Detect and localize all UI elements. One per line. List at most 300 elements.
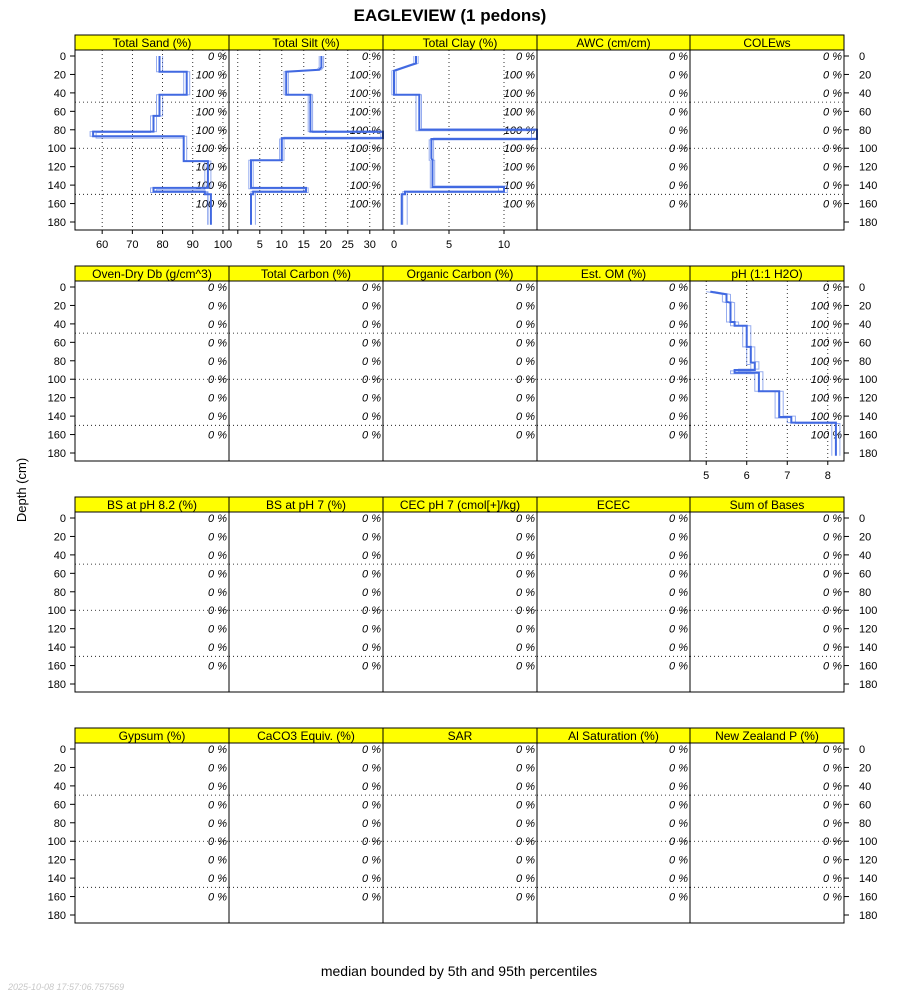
y-tick-label: 140 — [859, 180, 878, 193]
percent-label: 0 % — [516, 891, 535, 904]
percent-label: 0 % — [669, 374, 688, 387]
caption: median bounded by 5th and 95th percentiles — [320, 963, 598, 979]
percent-label: 0 % — [823, 568, 842, 581]
percent-label: 0 % — [516, 854, 535, 867]
y-tick-label: 160 — [47, 660, 66, 673]
y-tick-label: 0 — [859, 513, 866, 525]
panel-bs-at-ph-8-2 — [48, 497, 229, 692]
percent-label: 0 % — [516, 780, 535, 793]
y-tick-label: 120 — [47, 392, 66, 405]
percent-label: 0 % — [362, 318, 381, 331]
percent-label: 0 % — [208, 854, 227, 867]
percent-label: 0 % — [362, 531, 381, 544]
y-tick-label: 60 — [859, 337, 872, 350]
percent-label: 0 % — [823, 799, 842, 812]
percent-label: 0 % — [362, 411, 381, 424]
percent-label: 0 % — [669, 660, 688, 673]
percent-label: 0 % — [669, 891, 688, 904]
y-tick-label: 180 — [859, 910, 878, 922]
y-tick-label: 60 — [53, 337, 66, 350]
panel-cec-ph-7-cmol-kg — [383, 497, 537, 692]
percent-label: 0 % — [669, 161, 688, 174]
percent-label: 0 % — [669, 513, 688, 525]
percent-label: 0 % — [208, 51, 227, 63]
y-tick-label: 100 — [47, 605, 66, 618]
percent-label: 100 % — [349, 69, 381, 82]
x-tick-label: 20 — [319, 239, 332, 251]
percent-label: 0 % — [823, 198, 842, 211]
x-tick-label: 30 — [363, 239, 376, 251]
y-tick-label: 0 — [59, 282, 66, 294]
x-tick-label: 100 — [213, 239, 233, 251]
percent-label: 0 % — [208, 623, 227, 636]
y-tick-label: 120 — [47, 854, 66, 867]
panel-sum-of-bases — [690, 497, 877, 692]
percent-label: 0 % — [362, 605, 381, 618]
strip-label: BS at pH 7 (%) — [265, 498, 347, 512]
percent-label: 0 % — [516, 513, 535, 525]
percent-label: 0 % — [516, 411, 535, 424]
y-tick-label: 0 — [59, 513, 66, 525]
strip-label: Al Saturation (%) — [568, 729, 659, 743]
y-tick-label: 20 — [53, 762, 66, 775]
percent-label: 0 % — [362, 355, 381, 368]
percent-label: 0 % — [823, 642, 842, 655]
percent-label: 100 % — [810, 392, 842, 405]
percent-label: 0 % — [823, 161, 842, 174]
percent-label: 0 % — [362, 744, 381, 756]
x-tick-label: 6 — [743, 470, 750, 482]
x-tick-label: 7 — [784, 470, 791, 482]
percent-label: 0 % — [362, 51, 381, 63]
percent-label: 100 % — [810, 300, 842, 313]
y-tick-label: 180 — [47, 679, 66, 691]
percent-label: 0 % — [516, 586, 535, 599]
y-tick-label: 80 — [859, 355, 872, 368]
y-tick-label: 40 — [53, 87, 66, 100]
y-tick-label: 180 — [47, 217, 66, 229]
percent-label: 100 % — [810, 411, 842, 424]
percent-label: 0 % — [516, 873, 535, 886]
percent-label: 0 % — [516, 337, 535, 350]
percent-label: 0 % — [362, 374, 381, 387]
panel-organic-carbon — [383, 266, 537, 461]
y-tick-label: 120 — [47, 161, 66, 174]
y-tick-label: 80 — [53, 817, 66, 830]
panels-layer — [48, 35, 878, 923]
y-tick-label: 100 — [47, 836, 66, 849]
percent-label: 0 % — [516, 744, 535, 756]
panel-est-om — [537, 266, 690, 461]
y-tick-label: 80 — [53, 124, 66, 137]
percent-label: 100 % — [810, 337, 842, 350]
percent-label: 0 % — [516, 392, 535, 405]
percent-label: 0 % — [208, 318, 227, 331]
percent-label: 0 % — [823, 605, 842, 618]
percent-label: 0 % — [669, 411, 688, 424]
median-line — [93, 56, 211, 225]
percent-label: 0 % — [208, 762, 227, 775]
percent-label: 0 % — [669, 69, 688, 82]
timestamp: 2025-10-08 17:57:06.757569 — [8, 982, 125, 992]
percent-label: 0 % — [208, 605, 227, 618]
percent-label: 100 % — [810, 355, 842, 368]
y-tick-label: 180 — [859, 217, 878, 229]
percent-label: 100 % — [810, 429, 842, 442]
percent-label: 0 % — [208, 586, 227, 599]
percent-label: 0 % — [362, 836, 381, 849]
x-tick-label: 8 — [824, 470, 831, 482]
x-tick-label: 25 — [341, 239, 354, 251]
percent-label: 100 % — [195, 87, 227, 100]
percent-label: 100 % — [503, 87, 535, 100]
percent-label: 0 % — [669, 318, 688, 331]
percent-label: 100 % — [503, 106, 535, 119]
percent-label: 0 % — [362, 282, 381, 294]
percent-label: 0 % — [362, 623, 381, 636]
percent-label: 0 % — [823, 106, 842, 119]
percent-label: 0 % — [823, 124, 842, 137]
y-tick-label: 20 — [53, 69, 66, 82]
strip-label: COLEws — [743, 36, 791, 50]
x-tick-label: 90 — [186, 239, 199, 251]
y-tick-label: 20 — [859, 762, 872, 775]
percent-label: 0 % — [362, 817, 381, 830]
percent-label: 0 % — [516, 429, 535, 442]
percent-label: 0 % — [362, 392, 381, 405]
percent-label: 0 % — [362, 513, 381, 525]
panel-ecec — [537, 497, 690, 692]
percent-label: 0 % — [362, 300, 381, 313]
strip-label: ECEC — [596, 498, 631, 512]
y-tick-label: 80 — [859, 817, 872, 830]
percent-label: 100 % — [195, 198, 227, 211]
percent-label: 0 % — [669, 531, 688, 544]
x-tick-label: 10 — [275, 239, 288, 251]
y-tick-label: 40 — [859, 318, 872, 331]
percent-label: 100 % — [195, 69, 227, 82]
panel-new-zealand-p — [690, 728, 877, 923]
panel-border — [229, 743, 383, 923]
panel-ph-1-1-h2o — [690, 266, 877, 482]
percent-label: 100 % — [503, 198, 535, 211]
percent-label: 0 % — [362, 762, 381, 775]
y-tick-label: 20 — [859, 531, 872, 544]
percent-label: 0 % — [208, 411, 227, 424]
percent-label: 100 % — [349, 161, 381, 174]
y-tick-label: 0 — [859, 51, 866, 63]
percent-label: 0 % — [823, 891, 842, 904]
percent-label: 0 % — [823, 836, 842, 849]
percent-label: 0 % — [362, 642, 381, 655]
percent-label: 0 % — [208, 817, 227, 830]
y-tick-label: 40 — [53, 318, 66, 331]
y-tick-label: 100 — [859, 836, 878, 849]
y-tick-label: 140 — [47, 873, 66, 886]
percent-label: 0 % — [669, 854, 688, 867]
percent-label: 0 % — [516, 642, 535, 655]
percent-label: 0 % — [516, 318, 535, 331]
y-tick-label: 120 — [859, 161, 878, 174]
percent-label: 0 % — [669, 106, 688, 119]
percent-label: 0 % — [208, 568, 227, 581]
percent-label: 0 % — [208, 392, 227, 405]
percent-label: 0 % — [669, 355, 688, 368]
percent-label: 0 % — [516, 817, 535, 830]
x-tick-label: 70 — [126, 239, 139, 251]
percent-label: 100 % — [503, 124, 535, 137]
percent-label: 0 % — [669, 836, 688, 849]
percent-label: 0 % — [516, 568, 535, 581]
percent-label: 100 % — [195, 143, 227, 156]
panel-total-carbon — [229, 266, 383, 461]
percent-label: 0 % — [823, 854, 842, 867]
y-tick-label: 180 — [859, 679, 878, 691]
percent-label: 100 % — [349, 124, 381, 137]
percent-label: 0 % — [669, 198, 688, 211]
panel-border — [229, 281, 383, 461]
y-tick-label: 120 — [859, 623, 878, 636]
percent-label: 0 % — [362, 568, 381, 581]
strip-label: SAR — [447, 729, 473, 743]
percent-label: 0 % — [362, 429, 381, 442]
percent-label: 100 % — [195, 124, 227, 137]
percent-label: 0 % — [669, 549, 688, 562]
chart-title: EAGLEVIEW (1 pedons) — [353, 6, 547, 25]
percent-label: 0 % — [208, 513, 227, 525]
percent-label: 0 % — [516, 531, 535, 544]
percent-label: 0 % — [669, 817, 688, 830]
percent-label: 0 % — [669, 568, 688, 581]
percent-label: 0 % — [362, 660, 381, 673]
y-tick-label: 20 — [53, 300, 66, 313]
strip-label: Total Carbon (%) — [260, 267, 352, 281]
percent-label: 0 % — [823, 623, 842, 636]
x-tick-label: 5 — [703, 470, 710, 482]
percent-label: 0 % — [669, 51, 688, 63]
percent-label: 0 % — [823, 282, 842, 294]
strip-label: CaCO3 Equiv. (%) — [257, 729, 355, 743]
strip-label: Oven-Dry Db (g/cm^3) — [92, 267, 212, 281]
percent-label: 0 % — [823, 660, 842, 673]
percent-label: 0 % — [823, 87, 842, 100]
y-tick-label: 160 — [859, 891, 878, 904]
y-tick-label: 120 — [47, 623, 66, 636]
y-tick-label: 20 — [859, 300, 872, 313]
y-tick-label: 20 — [53, 531, 66, 544]
percent-label: 0 % — [208, 660, 227, 673]
panel-border — [690, 512, 844, 692]
panel-border — [537, 743, 690, 923]
y-tick-label: 20 — [859, 69, 872, 82]
y-tick-label: 100 — [859, 605, 878, 618]
y-tick-label: 160 — [859, 429, 878, 442]
percent-label: 0 % — [669, 780, 688, 793]
x-tick-label: 5 — [256, 239, 263, 251]
percent-label: 0 % — [669, 605, 688, 618]
percent-label: 0 % — [516, 282, 535, 294]
percent-label: 100 % — [349, 198, 381, 211]
percent-label: 0 % — [208, 780, 227, 793]
percent-label: 100 % — [810, 318, 842, 331]
x-tick-label: 10 — [497, 239, 511, 251]
panel-total-clay — [383, 35, 537, 251]
percent-label: 0 % — [516, 549, 535, 562]
percent-label: 0 % — [362, 780, 381, 793]
percent-label: 0 % — [362, 337, 381, 350]
percent-label: 0 % — [516, 605, 535, 618]
percent-label: 0 % — [669, 337, 688, 350]
percent-label: 0 % — [516, 623, 535, 636]
x-tick-label: 15 — [297, 239, 310, 251]
panel-total-silt — [229, 35, 383, 251]
percent-label: 0 % — [669, 143, 688, 156]
percent-label: 0 % — [362, 549, 381, 562]
y-tick-label: 40 — [859, 549, 872, 562]
percent-label: 100 % — [195, 161, 227, 174]
percent-label: 0 % — [208, 282, 227, 294]
y-tick-label: 180 — [859, 448, 878, 460]
percent-label: 100 % — [503, 161, 535, 174]
panel-border — [75, 281, 229, 461]
y-tick-label: 100 — [47, 143, 66, 156]
percent-label: 0 % — [669, 744, 688, 756]
y-tick-label: 100 — [47, 374, 66, 387]
panel-bs-at-ph-7 — [229, 497, 383, 692]
y-tick-label: 40 — [53, 549, 66, 562]
percent-label: 0 % — [823, 817, 842, 830]
x-tick-label: 5 — [445, 239, 453, 251]
y-tick-label: 60 — [859, 799, 872, 812]
percent-label: 0 % — [362, 891, 381, 904]
percent-label: 0 % — [823, 549, 842, 562]
percent-label: 100 % — [349, 180, 381, 193]
percent-label: 0 % — [669, 282, 688, 294]
panel-border — [383, 743, 537, 923]
panel-total-sand — [48, 35, 232, 251]
percent-label: 0 % — [362, 586, 381, 599]
percent-label: 0 % — [516, 51, 535, 63]
percent-label: 0 % — [669, 392, 688, 405]
strip-label: Total Sand (%) — [112, 36, 192, 50]
percent-label: 0 % — [823, 513, 842, 525]
percent-label: 0 % — [208, 531, 227, 544]
percent-label: 0 % — [516, 762, 535, 775]
percent-label: 0 % — [208, 355, 227, 368]
strip-label: New Zealand P (%) — [715, 729, 819, 743]
percent-label: 0 % — [208, 873, 227, 886]
y-tick-label: 140 — [47, 180, 66, 193]
panel-border — [75, 512, 229, 692]
y-tick-label: 60 — [859, 106, 872, 119]
y-tick-label: 160 — [47, 891, 66, 904]
y-tick-label: 120 — [859, 392, 878, 405]
y-tick-label: 140 — [859, 873, 878, 886]
percent-label: 0 % — [362, 799, 381, 812]
y-tick-label: 100 — [859, 143, 878, 156]
y-tick-label: 100 — [859, 374, 878, 387]
strip-label: Total Silt (%) — [272, 36, 340, 50]
percent-label: 0 % — [208, 300, 227, 313]
panel-border — [690, 743, 844, 923]
strip-label: AWC (cm/cm) — [576, 36, 651, 50]
panel-sar — [383, 728, 537, 923]
y-tick-label: 0 — [59, 744, 66, 756]
strip-label: Organic Carbon (%) — [406, 267, 514, 281]
x-tick-label: 80 — [156, 239, 169, 251]
percent-label: 0 % — [362, 873, 381, 886]
percent-label: 100 % — [810, 374, 842, 387]
y-tick-label: 160 — [859, 660, 878, 673]
panel-al-saturation — [537, 728, 690, 923]
percent-label: 100 % — [195, 106, 227, 119]
y-tick-label: 60 — [53, 799, 66, 812]
percent-label: 0 % — [823, 531, 842, 544]
y-tick-label: 140 — [859, 411, 878, 424]
percent-label: 0 % — [208, 429, 227, 442]
percent-label: 0 % — [208, 642, 227, 655]
panel-border — [537, 281, 690, 461]
strip-label: BS at pH 8.2 (%) — [106, 498, 198, 512]
panel-border — [229, 512, 383, 692]
y-tick-label: 0 — [859, 282, 866, 294]
percent-label: 0 % — [208, 374, 227, 387]
panel-border — [537, 50, 690, 230]
percent-label: 0 % — [208, 337, 227, 350]
percent-label: 0 % — [516, 799, 535, 812]
panel-border — [383, 281, 537, 461]
percent-label: 100 % — [503, 143, 535, 156]
percent-label: 0 % — [823, 143, 842, 156]
y-tick-label: 160 — [47, 198, 66, 211]
y-tick-label: 140 — [47, 642, 66, 655]
percent-label: 0 % — [823, 51, 842, 63]
y-tick-label: 80 — [859, 586, 872, 599]
percent-label: 0 % — [823, 69, 842, 82]
y-tick-label: 160 — [47, 429, 66, 442]
y-tick-label: 0 — [59, 51, 66, 63]
percent-label: 0 % — [823, 873, 842, 886]
p95-line — [90, 56, 211, 225]
percent-label: 100 % — [503, 180, 535, 193]
percent-label: 0 % — [823, 762, 842, 775]
percent-label: 0 % — [516, 374, 535, 387]
percent-label: 0 % — [516, 300, 535, 313]
percent-label: 0 % — [823, 780, 842, 793]
percent-label: 0 % — [516, 355, 535, 368]
percent-label: 0 % — [516, 836, 535, 849]
y-tick-label: 80 — [53, 355, 66, 368]
strip-label: CEC pH 7 (cmol[+]/kg) — [399, 498, 521, 512]
strip-label: pH (1:1 H2O) — [731, 267, 803, 281]
percent-label: 0 % — [208, 836, 227, 849]
percent-label: 0 % — [669, 873, 688, 886]
percent-label: 0 % — [823, 180, 842, 193]
y-tick-label: 140 — [859, 642, 878, 655]
percent-label: 0 % — [669, 429, 688, 442]
percent-label: 0 % — [208, 799, 227, 812]
percent-label: 0 % — [669, 87, 688, 100]
y-tick-label: 180 — [47, 448, 66, 460]
y-tick-label: 80 — [53, 586, 66, 599]
y-tick-label: 0 — [859, 744, 866, 756]
strip-label: Est. OM (%) — [580, 267, 647, 281]
y-tick-label: 60 — [859, 568, 872, 581]
percent-label: 0 % — [516, 660, 535, 673]
p05-line — [96, 56, 208, 225]
percent-label: 100 % — [195, 180, 227, 193]
percent-label: 0 % — [669, 586, 688, 599]
